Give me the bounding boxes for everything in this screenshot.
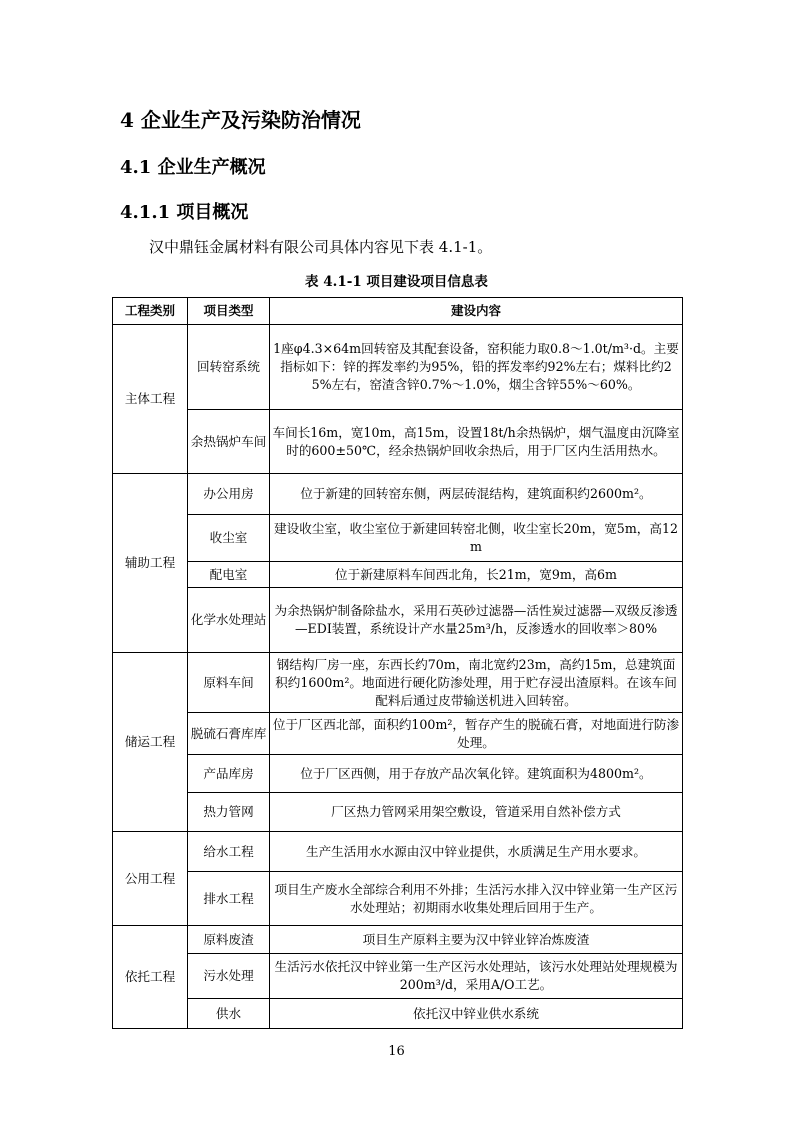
table-header-row bbox=[113, 298, 683, 325]
table-row bbox=[113, 755, 683, 793]
table-row bbox=[113, 325, 683, 410]
type-cell: 给水工程 bbox=[188, 832, 270, 872]
intro-paragraph: 汉中鼎钰金属材料有限公司具体内容见下表 4.1-1。 bbox=[149, 238, 493, 256]
table-row bbox=[113, 562, 683, 588]
table-row bbox=[113, 713, 683, 755]
type-cell: 排水工程 bbox=[188, 872, 270, 926]
content-cell: 钢结构厂房一座，东西长约70m，南北宽约23m，高约15m，总建筑面积约1600m²。地面进行硬化防渗处理，用于贮存浸出渣原料。在该车间配料后通过皮带输送机进入回转窑。 bbox=[270, 653, 683, 713]
type-cell: 回转窑系统 bbox=[188, 325, 270, 410]
content-cell: 位于厂区西侧，用于存放产品次氧化锌。建筑面积为4800m²。 bbox=[270, 755, 683, 793]
category-cell: 储运工程 bbox=[113, 653, 188, 832]
table-row bbox=[113, 515, 683, 562]
content-cell: 位于新建原料车间西北角，长21m，宽9m，高6m bbox=[270, 562, 683, 588]
content-cell: 生活污水依托汉中锌业第一生产区污水处理站，该污水处理站处理规模为200m³/d，采用A/O工艺。 bbox=[270, 954, 683, 999]
table-caption: 表 4.1-1 项目建设项目信息表 bbox=[305, 274, 488, 290]
table-row bbox=[113, 926, 683, 954]
content-cell: 建设收尘室，收尘室位于新建回转窑北侧，收尘室长20m，宽5m，高12m bbox=[270, 515, 683, 562]
content-cell: 位于新建的回转窑东侧，两层砖混结构，建筑面积约2600m²。 bbox=[270, 474, 683, 515]
content-cell: 生产生活用水水源由汉中锌业提供，水质满足生产用水要求。 bbox=[270, 832, 683, 872]
table-row bbox=[113, 954, 683, 999]
header-category: 工程类别 bbox=[113, 298, 188, 325]
project-info-table bbox=[112, 297, 683, 1029]
page-number: 16 bbox=[388, 1044, 405, 1059]
table-row bbox=[113, 474, 683, 515]
category-cell: 辅助工程 bbox=[113, 474, 188, 653]
table-row bbox=[113, 410, 683, 474]
section-heading-4-1: 4.1 企业生产概况 bbox=[120, 157, 266, 178]
content-cell: 位于厂区西北部，面积约100m²，暂存产生的脱硫石膏，对地面进行防渗处理。 bbox=[270, 713, 683, 755]
table-row bbox=[113, 872, 683, 926]
content-cell: 厂区热力管网采用架空敷设，管道采用自然补偿方式 bbox=[270, 793, 683, 832]
type-cell: 配电室 bbox=[188, 562, 270, 588]
section-heading-4: 4 企业生产及污染防治情况 bbox=[120, 108, 361, 132]
type-cell: 脱硫石膏库库 bbox=[188, 713, 270, 755]
table-row bbox=[113, 999, 683, 1029]
type-cell: 原料车间 bbox=[188, 653, 270, 713]
type-cell: 办公用房 bbox=[188, 474, 270, 515]
content-cell: 项目生产原料主要为汉中锌业锌冶炼废渣 bbox=[270, 926, 683, 954]
type-cell: 原料废渣 bbox=[188, 926, 270, 954]
category-cell: 公用工程 bbox=[113, 832, 188, 926]
content-cell: 1座φ4.3×64m回转窑及其配套设备，窑积能力取0.8～1.0t/m³·d。主要指标如下：锌的挥发率约为95%，铅的挥发率约92%左右；煤料比约25%左右，窑渣含锌0.7%～1.0%，烟尘含锌55%～60%。 bbox=[270, 325, 683, 410]
content-cell: 为余热锅炉制备除盐水，采用石英砂过滤器—活性炭过滤器—双级反渗透—EDI装置，系统设计产水量25m³/h，反渗透水的回收率＞80% bbox=[270, 588, 683, 653]
table-row bbox=[113, 832, 683, 872]
type-cell: 污水处理 bbox=[188, 954, 270, 999]
content-cell: 依托汉中锌业供水系统 bbox=[270, 999, 683, 1029]
type-cell: 产品库房 bbox=[188, 755, 270, 793]
type-cell: 余热锅炉车间 bbox=[188, 410, 270, 474]
type-cell: 化学水处理站 bbox=[188, 588, 270, 653]
content-cell: 项目生产废水全部综合利用不外排；生活污水排入汉中锌业第一生产区污水处理站；初期雨水收集处理后回用于生产。 bbox=[270, 872, 683, 926]
type-cell: 收尘室 bbox=[188, 515, 270, 562]
table-row bbox=[113, 653, 683, 713]
category-cell: 依托工程 bbox=[113, 926, 188, 1029]
header-type: 项目类型 bbox=[188, 298, 270, 325]
content-cell: 车间长16m，宽10m，高15m，设置18t/h余热锅炉，烟气温度由沉降室时的600±50℃，经余热锅炉回收余热后，用于厂区内生活用热水。 bbox=[270, 410, 683, 474]
table-row bbox=[113, 588, 683, 653]
category-cell: 主体工程 bbox=[113, 325, 188, 474]
table-row bbox=[113, 793, 683, 832]
header-content: 建设内容 bbox=[270, 298, 683, 325]
type-cell: 热力管网 bbox=[188, 793, 270, 832]
section-heading-4-1-1: 4.1.1 项目概况 bbox=[120, 202, 249, 223]
type-cell: 供水 bbox=[188, 999, 270, 1029]
